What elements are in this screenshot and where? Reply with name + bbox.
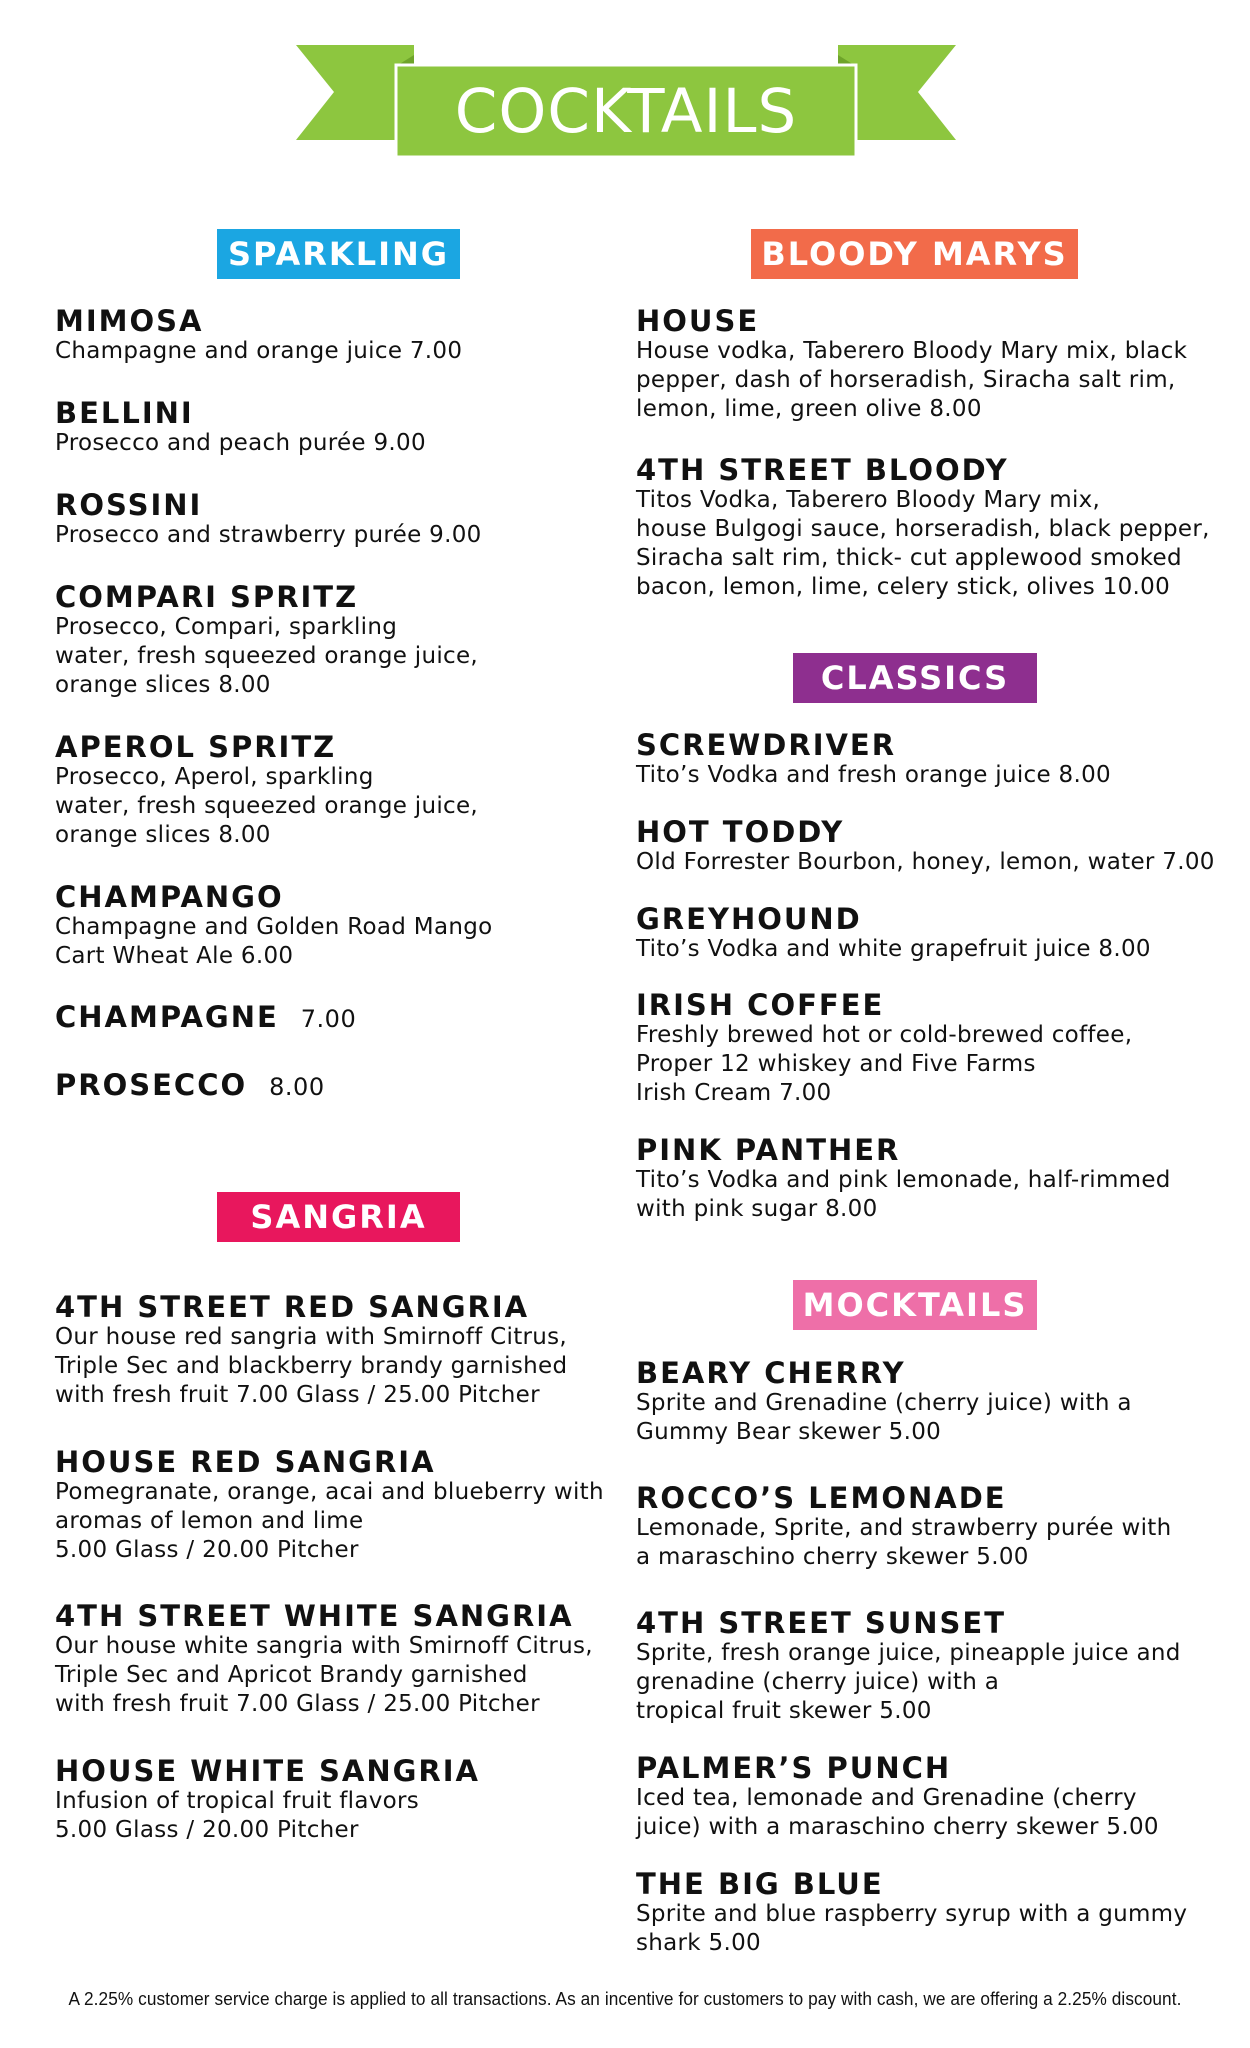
menu-item — [636, 1752, 1236, 1842]
item-description: Pomegranate, orange, acai and blueberry with aromas of lemon and lime 5.00 Glass / 20.00 Pitcher — [55, 1479, 604, 1563]
item-description: Sprite and blue raspberry syrup with a gummy shark 5.00 — [636, 1901, 1188, 1956]
item-name: MIMOSA — [55, 304, 204, 338]
menu-item — [55, 1069, 615, 1103]
menu-item — [636, 1607, 1236, 1726]
item-name — [55, 1069, 615, 1103]
item-description: Champagne and orange juice 7.00 — [55, 338, 463, 364]
footer-note: A 2.25% customer service charge is applied to all transactions. As an incentive for customers to pay with cash, we are offering a 2.25% discount. — [68, 1988, 1182, 2009]
menu-item — [636, 816, 1236, 877]
section-heading-bloody-marys: BLOODY MARYS — [751, 229, 1078, 279]
item-name: 4TH STREET BLOODY — [636, 453, 1009, 487]
item-name: CHAMPANGO — [55, 880, 284, 914]
section-heading-mocktails: MOCKTAILS — [793, 1280, 1037, 1330]
menu-item — [55, 1001, 615, 1035]
item-name: 4TH STREET SUNSET — [636, 1606, 1007, 1640]
item-description: Infusion of tropical fruit flavors 5.00 Glass / 20.00 Pitcher — [55, 1788, 420, 1843]
item-name: BEARY CHERRY — [636, 1356, 906, 1390]
item-description: Lemonade, Sprite, and strawberry purée with a maraschino cherry skewer 5.00 — [636, 1515, 1172, 1570]
page-title: COCKTAILS — [454, 75, 798, 147]
item-description: Tito’s Vodka and white grapefruit juice 8.00 — [636, 936, 1151, 962]
item-description: Prosecco, Aperol, sparkling water, fresh squeezed orange juice, orange slices 8.00 — [55, 764, 479, 848]
item-description: Our house red sangria with Smirnoff Citrus, Triple Sec and blackberry brandy garnished with fresh fruit 7.00 Glass / 25.00 Pitcher — [55, 1324, 568, 1408]
item-name: THE BIG BLUE — [636, 1867, 884, 1901]
menu-item — [636, 1868, 1236, 1958]
menu-item — [636, 454, 1236, 602]
menu-item — [55, 731, 615, 850]
item-description: Freshly brewed hot or cold-brewed coffee, Proper 12 whiskey and Five Farms Irish Cream 7.00 — [636, 1022, 1133, 1106]
item-description: Sprite and Grenadine (cherry juice) with a Gummy Bear skewer 5.00 — [636, 1390, 1132, 1445]
item-name: 4TH STREET WHITE SANGRIA — [55, 1599, 574, 1633]
menu-item — [55, 1600, 635, 1719]
menu-item — [636, 903, 1236, 964]
item-description: Prosecco, Compari, sparkling water, fresh squeezed orange juice, orange slices 8.00 — [55, 614, 479, 698]
menu-item — [636, 989, 1236, 1108]
item-name: PINK PANTHER — [636, 1133, 901, 1167]
menu-item — [55, 1291, 635, 1410]
menu-item — [636, 1482, 1236, 1572]
menu-item — [636, 1357, 1236, 1447]
item-description: Prosecco and peach purée 9.00 — [55, 430, 426, 456]
item-price: 7.00 — [300, 1005, 357, 1033]
menu-item — [636, 1134, 1236, 1224]
menu-item — [55, 397, 615, 458]
menu-item — [55, 881, 615, 971]
menu-item — [55, 581, 615, 700]
item-name: PALMER’S PUNCH — [636, 1751, 952, 1785]
item-name — [55, 1001, 615, 1035]
item-description: Prosecco and strawberry purée 9.00 — [55, 522, 482, 548]
menu-item — [636, 305, 1236, 424]
menu-item — [55, 1755, 635, 1845]
menu-item — [55, 305, 615, 366]
menu-item — [55, 1446, 635, 1565]
item-name: GREYHOUND — [636, 902, 862, 936]
item-name: ROCCO’S LEMONADE — [636, 1481, 1007, 1515]
title-banner — [296, 45, 956, 157]
section-heading-sangria: SANGRIA — [217, 1192, 460, 1242]
menu-item — [636, 729, 1236, 790]
item-name: BELLINI — [55, 396, 194, 430]
item-name: HOT TODDY — [636, 815, 845, 849]
item-name: ROSSINI — [55, 488, 203, 522]
item-name: HOUSE — [636, 304, 760, 338]
menu-item — [55, 489, 615, 550]
item-description: House vodka, Taberero Bloody Mary mix, black pepper, dash of horseradish, Siracha salt rim, lemon, lime, green olive 8.00 — [636, 338, 1188, 422]
item-name: COMPARI SPRITZ — [55, 580, 359, 614]
item-description: Tito’s Vodka and fresh orange juice 8.00 — [636, 762, 1111, 788]
item-name: IRISH COFFEE — [636, 988, 885, 1022]
item-name: APEROL SPRITZ — [55, 730, 337, 764]
item-name: HOUSE RED SANGRIA — [55, 1445, 436, 1479]
item-description: Old Forrester Bourbon, honey, lemon, water 7.00 — [636, 849, 1215, 875]
item-name: 4TH STREET RED SANGRIA — [55, 1290, 530, 1324]
item-description: Titos Vodka, Taberero Bloody Mary mix, house Bulgogi sauce, horseradish, black pepper, Siracha salt rim, thick- cut applewood smoked bacon, lemon, lime, celery stick, olives 10.00 — [636, 487, 1210, 600]
item-description: Sprite, fresh orange juice, pineapple juice and grenadine (cherry juice) with a tropical fruit skewer 5.00 — [636, 1640, 1181, 1724]
item-description: Iced tea, lemonade and Grenadine (cherry juice) with a maraschino cherry skewer 5.00 — [636, 1785, 1159, 1840]
item-name-text: PROSECCO — [55, 1068, 248, 1102]
item-description: Our house white sangria with Smirnoff Citrus, Triple Sec and Apricot Brandy garnished with fresh fruit 7.00 Glass / 25.00 Pitcher — [55, 1633, 593, 1717]
item-name-text: CHAMPAGNE — [55, 1000, 279, 1034]
section-heading-sparkling: SPARKLING — [217, 229, 460, 279]
item-description: Tito’s Vodka and pink lemonade, half-rimmed with pink sugar 8.00 — [636, 1167, 1171, 1222]
item-description: Champagne and Golden Road Mango Cart Wheat Ale 6.00 — [55, 914, 493, 969]
section-heading-classics: CLASSICS — [793, 653, 1037, 703]
item-name: HOUSE WHITE SANGRIA — [55, 1754, 480, 1788]
item-price: 8.00 — [269, 1073, 325, 1101]
item-name: SCREWDRIVER — [636, 728, 897, 762]
